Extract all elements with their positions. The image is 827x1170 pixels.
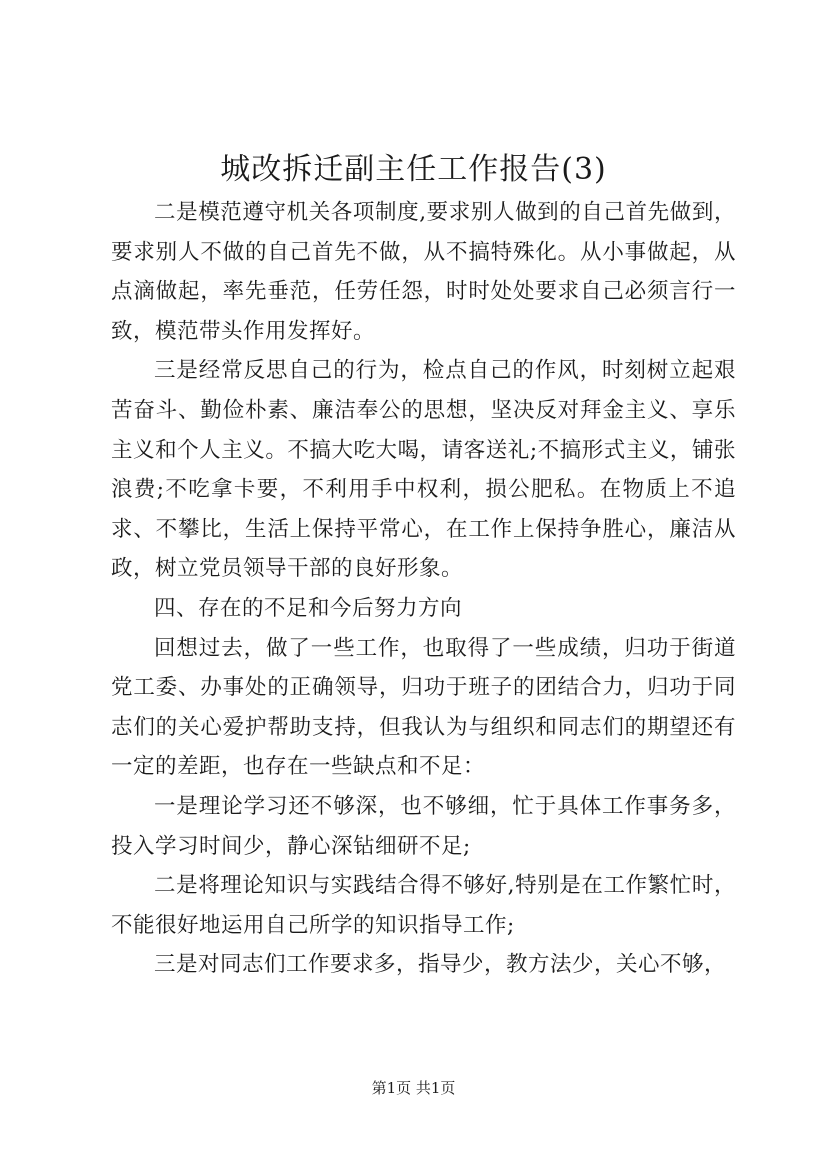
paragraph-model-compliance: 二是模范遵守机关各项制度,要求别人做到的自己首先做到，要求别人不做的自己首先不做，从不搞特殊化。从小事做起，从点滴做起，率先垂范，任劳任怨，时时处处要求自己必须言行一致，模范带头作用发挥好。 bbox=[111, 200, 736, 344]
paragraph-self-reflection: 三是经常反思自己的行为，检点自己的作风，时刻树立起艰苦奋斗、勤俭朴素、廉洁奉公的思想，坚决反对拜金主义、享乐主义和个人主义。不搞大吃大喝，请客送礼;不搞形式主义，铺张浪费;不吃拿卡要，不利用手中权利，损公肥私。在物质上不追求、不攀比，生活上保持平常心，在工作上保持争胜心，廉洁从政，树立党员领导干部的良好形象。 bbox=[111, 358, 736, 582]
paragraph-theory-study: 一是理论学习还不够深，也不够细，忙于具体工作事务多，投入学习时间少，静心深钻细研不足; bbox=[111, 793, 736, 859]
paragraph-theory-practice: 二是将理论知识与实践结合得不够好,特别是在工作繁忙时，不能很好地运用自己所学的知识指导工作; bbox=[111, 873, 736, 938]
document-body bbox=[111, 193, 736, 985]
paragraph-colleague-guidance: 三是对同志们工作要求多，指导少，教方法少，关心不够， bbox=[154, 952, 727, 978]
paragraph-review: 回想过去，做了一些工作，也取得了一些成绩，归功于街道党工委、办事处的正确领导，归功于班子的团结合力，归功于同志们的关心爱护帮助支持，但我认为与组织和同志们的期望还有一定的差距，也存在一些缺点和不足： bbox=[111, 635, 736, 780]
document-title: 城改拆迁副主任工作报告(3) bbox=[220, 152, 607, 187]
page-number-footer: 第1页 共1页 bbox=[371, 1079, 456, 1097]
section-heading-shortcomings: 四、存在的不足和今后努力方向 bbox=[154, 595, 463, 621]
